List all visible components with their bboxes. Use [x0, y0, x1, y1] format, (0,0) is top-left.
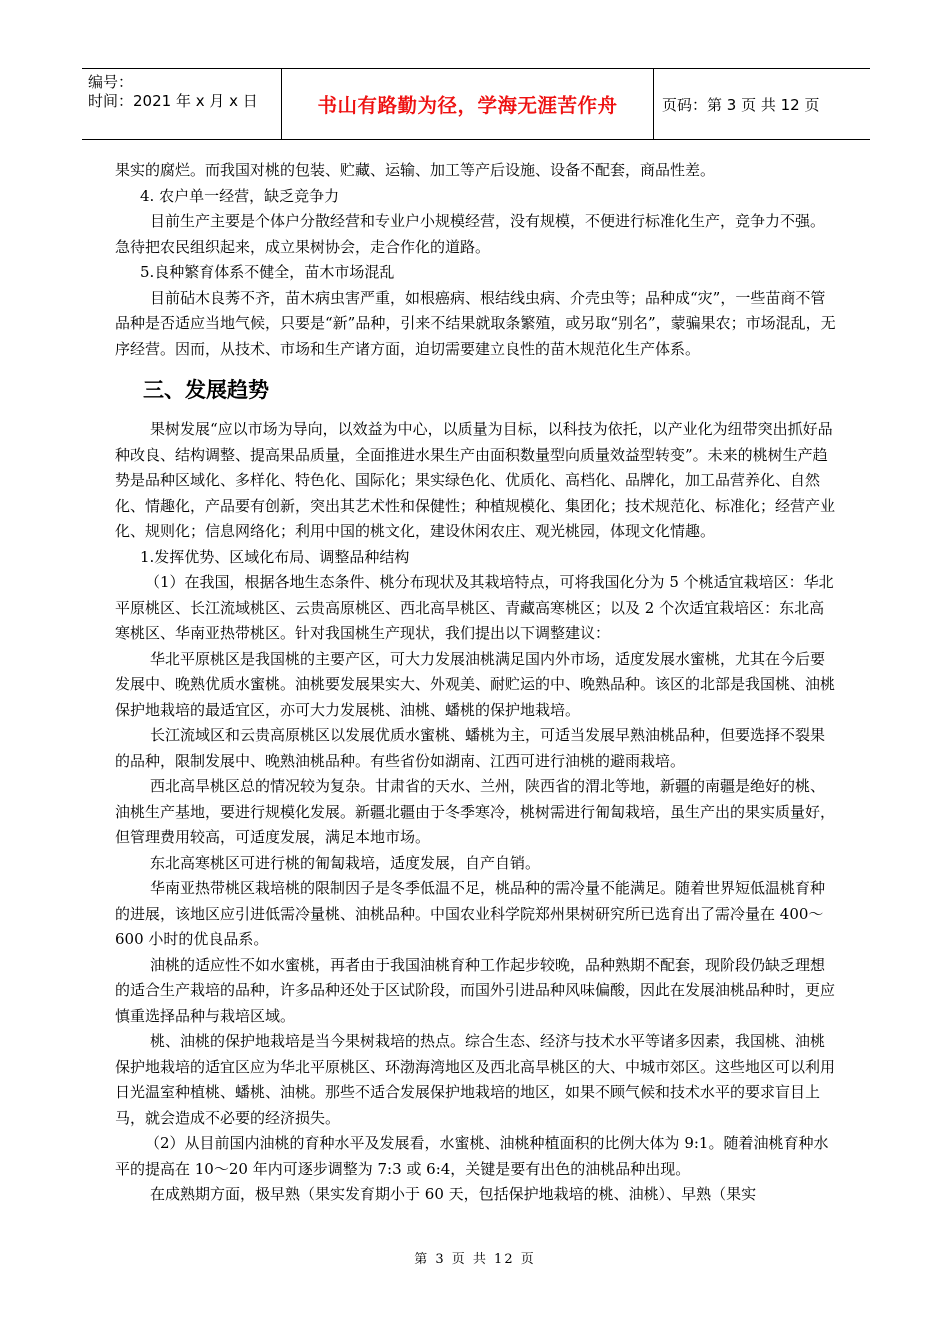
paragraph: 华北平原桃区是我国桃的主要产区，可大力发展油桃满足国内外市场，适度发展水蜜桃，尤其在今后要发展中、晚熟优质水蜜桃。油桃要发展果实大、外观美、耐贮运的中、晚熟品种。该区的北部是我国桃、油桃保护地栽培的最适宜区，亦可大力发展桃、油桃、蟠桃的保护地栽培。: [115, 649, 836, 719]
header-motto: 书山有路勤为径，学海无涯苦作舟: [282, 69, 654, 139]
document-number-label: 编号：: [88, 73, 134, 91]
paragraph: （1）在我国，根据各地生态条件、桃分布现状及其栽培特点，可将我国化分为 5 个桃适宜栽培区：华北平原桃区、长江流域桃区、云贵高原桃区、西北高旱桃区、青藏高寒桃区；以及 2 个次适宜栽培区：东北高寒桃区、华南亚热带桃区。针对我国桃生产现状，我们提出以下调整建议：: [115, 573, 834, 642]
list-heading: 4. 农户单一经营，缺乏竞争力: [140, 186, 340, 205]
paragraph: 西北高旱桃区总的情况较为复杂。甘肃省的天水、兰州，陕西省的渭北等地，新疆的南疆是绝好的桃、油桃生产基地，要进行规模化发展。新疆北疆由于冬季寒冷，桃树需进行匍匐栽培，虽生产出的果实质量好，但管理费用较高，可适度发展，满足本地市场。: [115, 777, 836, 846]
header-meta: [82, 69, 282, 139]
list-heading: 5.良种繁育体系不健全，苗木市场混乱: [140, 263, 395, 281]
paragraph: 长江流域区和云贵高原桃区以发展优质水蜜桃、蟠桃为主，可适当发展早熟油桃品种，但要选择不裂果的品种，限制发展中、晚熟油桃品种。有些省份如湖南、江西可进行油桃的避雨栽培。: [115, 726, 826, 770]
paragraph: 目前生产主要是个体户分散经营和专业户小规模经营，没有规模，不便进行标准化生产，竞争力不强。急待把农民组织起来，成立果树协会，走合作化的道路。: [115, 212, 826, 256]
subsection-heading: 1.发挥优势、区域化布局、调整品种结构: [140, 547, 410, 566]
paragraph: 油桃的适应性不如水蜜桃，再者由于我国油桃育种工作起步较晚，品种熟期不配套，现阶段仍缺乏理想的适合生产栽培的品种，许多品种还处于区试阶段，而国外引进品种风味偏酸，因此在发展油桃品种时，更应慎重选择品种与栽培区域。: [115, 955, 836, 1025]
paragraph: 果实的腐烂。而我国对桃的包装、贮藏、运输、加工等产后设施、设备不配套，商品性差。: [115, 161, 716, 179]
document-body: [115, 158, 837, 1208]
page-footer: 第 3 页 共 12 页: [414, 1252, 536, 1267]
paragraph: 在成熟期方面，极早熟（果实发育期小于 60 天，包括保护地栽培的桃、油桃）、早熟（果实: [150, 1185, 757, 1203]
paragraph: 目前砧木良莠不齐，苗木病虫害严重，如根癌病、根结线虫病、介壳虫等；品种成“灾”，一些苗商不管品种是否适应当地气候，只要是“新”品种，引来不结果就取条繁殖，或另取“别名”，蒙骗果农；市场混乱，无序经营。因而，从技术、市场和生产诸方面，迫切需要建立良性的苗木规范化生产体系。: [115, 288, 836, 358]
paragraph: 桃、油桃的保护地栽培是当今果树栽培的热点。综合生态、经济与技术水平等诸多因素，我国桃、油桃保护地栽培的适宜区应为华北平原桃区、环渤海湾地区及西北高旱桃区的大、中城市郊区。这些地区可以利用日光温室种植桃、蟠桃、油桃。那些不适合发展保护地栽培的地区，如果不顾气候和技术水平的要求盲目上马，就会造成不必要的经济损失。: [115, 1032, 836, 1127]
page-header: [82, 68, 870, 140]
section-heading: 三、发展趋势: [143, 378, 269, 402]
paragraph: 华南亚热带桃区栽培桃的限制因子是冬季低温不足，桃品种的需冷量不能满足。随着世界短低温桃育种的进展，该地区应引进低需冷量桃、油桃品种。中国农业科学院郑州果树研究所已选育出了需冷量在 400～600 小时的优良品系。: [115, 879, 826, 948]
document-time-label: 时间：2021 年 x 月 x 日: [88, 92, 258, 110]
paragraph: （2）从目前国内油桃的育种水平及发展看，水蜜桃、油桃种植面积的比例大体为 9:1。随着油桃育种水平的提高在 10～20 年内可逐步调整为 7:3 或 6:4，关键是要有出色的油桃品种出现。: [115, 1134, 829, 1178]
header-page-info: 页码：第 3 页 共 12 页: [662, 95, 820, 114]
paragraph: 果树发展“应以市场为导向，以效益为中心，以质量为目标，以科技为依托，以产业化为纽带突出抓好品种改良、结构调整、提高果品质量，全面推进水果生产由面积数量型向质量效益型转变”。未来的桃树生产趋势是品种区域化、多样化、特色化、国际化；果实绿色化、优质化、高档化、品牌化，加工品营养化、自然化、情趣化，产品要有创新，突出其艺术性和保健性；种植规模化、集团化；技术规范化、标准化；经营产业化、规则化；信息网络化；利用中国的桃文化，建设休闲农庄、观光桃园，体现文化情趣。: [115, 420, 836, 540]
paragraph: 东北高寒桃区可进行桃的匍匐栽培，适度发展，自产自销。: [150, 853, 541, 872]
